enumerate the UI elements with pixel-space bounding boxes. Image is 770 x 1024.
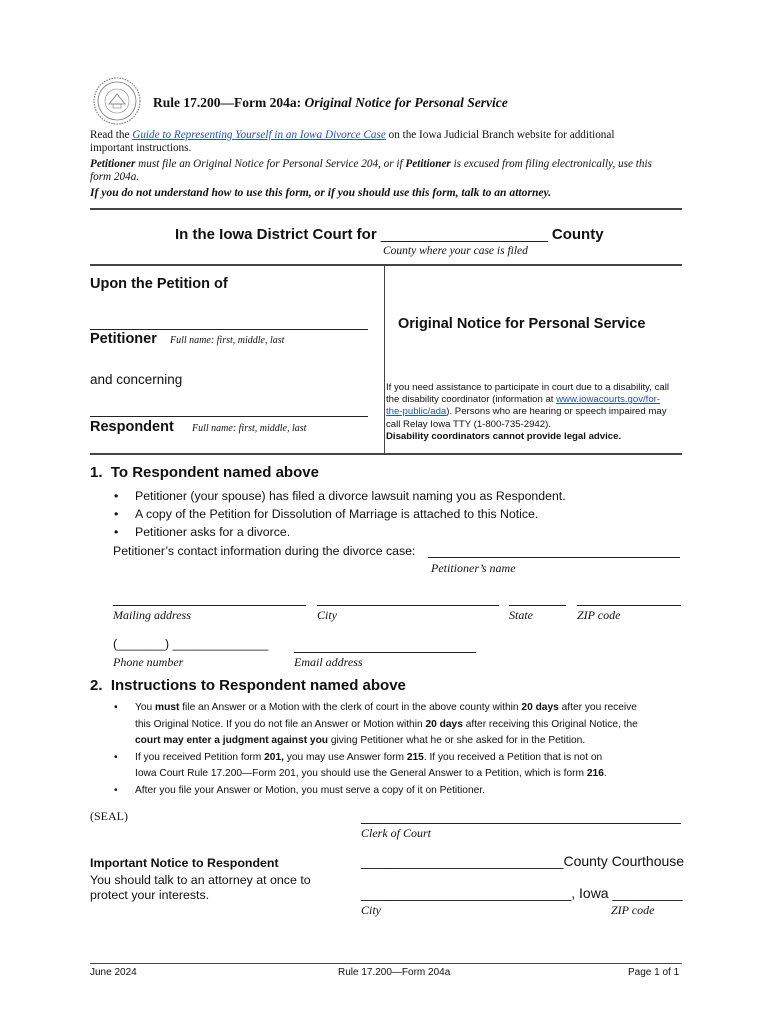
section2-bullets <box>110 700 690 799</box>
section1-bullets <box>110 487 690 541</box>
seal-text: (SEAL) <box>90 809 128 823</box>
mailing-address-line[interactable] <box>113 605 306 606</box>
b1-text-3: after you receive <box>558 702 637 713</box>
footer-divider <box>90 963 682 964</box>
petitioner-name-line[interactable] <box>90 329 368 330</box>
court-prefix: In the Iowa District Court for <box>175 226 377 243</box>
b1-text: You <box>135 702 156 713</box>
county-blank[interactable]: ____________________ <box>380 226 548 243</box>
caption-vertical-divider <box>384 265 385 453</box>
iowa-text: , Iowa <box>571 885 609 901</box>
important-notice-body <box>90 873 311 903</box>
ada-notice <box>386 382 686 443</box>
ada-line-2: the disability coordinator (information at <box>386 394 557 406</box>
upon-petition-heading: Upon the Petition of <box>90 276 228 292</box>
email-line[interactable] <box>294 652 476 653</box>
notice-title: Original Notice for Personal Service <box>398 316 646 332</box>
b1-text-2: file an Answer or a Motion with the clerk of court in the above county within <box>179 702 522 713</box>
court-line <box>175 226 604 243</box>
footer-date: June 2024 <box>90 967 137 978</box>
b2-text-2: you may use Answer form <box>283 751 407 763</box>
phone-label: Phone number <box>113 655 184 669</box>
b1-20days: 20 days <box>521 702 559 713</box>
footer-page: Page 1 of 1 <box>628 967 680 978</box>
petitioner-word-2: Petitioner <box>405 158 451 170</box>
and-concerning-text: and concerning <box>90 372 183 387</box>
b1-text-4: this Original Notice. If you do not file an Answer or Motion within <box>135 718 426 730</box>
notice-line-1: You should talk to an attorney at once to <box>90 873 311 887</box>
zip-line[interactable] <box>577 605 681 606</box>
ada-line-1: If you need assistance to participate in court due to a disability, call <box>386 382 669 393</box>
zip-label: ZIP code <box>577 608 621 622</box>
state-label: State <box>509 608 533 622</box>
pet-end-text: is excused from filing electronically, use this <box>450 158 652 170</box>
zip-blank[interactable]: _________ <box>612 885 683 901</box>
important-notice-heading: Important Notice to Respondent <box>90 856 279 870</box>
respondent-name-line[interactable] <box>90 416 368 417</box>
pet-end-text-2: form 204a. <box>90 171 140 183</box>
bottom-city-label: City <box>361 903 381 917</box>
court-suffix: County <box>551 226 604 243</box>
intro-instructions <box>90 129 690 155</box>
caption-top-divider <box>90 264 682 266</box>
b2-text-5: . <box>603 768 607 779</box>
b1-must: must <box>155 702 180 713</box>
state-line[interactable] <box>509 605 566 606</box>
petitioner-name-contact-line[interactable] <box>428 557 680 558</box>
form-title-prefix: Rule 17.200—Form 204a: <box>153 95 305 110</box>
clerk-signature-line[interactable] <box>361 823 681 824</box>
section1-heading: 1. To Respondent named above <box>90 464 319 481</box>
petitioner-instructions <box>90 158 700 184</box>
pet-mid-text: must file an Original Notice for Personal Service 204, or if <box>135 158 406 170</box>
section1-bullet: • Petitioner asks for a divorce. <box>110 523 690 541</box>
city-label: City <box>317 608 337 622</box>
phone-blank[interactable]: (_______) ______________ <box>113 637 269 651</box>
section2-heading: 2. Instructions to Respondent named above <box>90 677 406 694</box>
section2-bullet-forms <box>110 750 690 783</box>
b1-text-5: after receiving this Original Notice, the <box>462 718 638 730</box>
ada-line-3: ). Persons who are hearing or speech impaired may <box>446 406 667 418</box>
form-title-italic: Original Notice for Personal Service <box>304 95 508 110</box>
mailing-address-label: Mailing address <box>113 608 191 622</box>
respondent-hint: Full name: first, middle, last <box>192 423 307 434</box>
b2-text-3: . If you received a Petition that is not on <box>423 751 603 763</box>
section2-bullet-answer <box>110 700 690 750</box>
respondent-label: Respondent <box>90 419 174 435</box>
footer-form: Rule 17.200—Form 204a <box>338 967 451 978</box>
notice-line-2: protect your interests. <box>90 888 210 902</box>
b1-judgment: court may enter a judgment against you <box>135 735 329 746</box>
ada-line-5: Disability coordinators cannot provide legal advice. <box>386 430 622 442</box>
bottom-zip-label: ZIP code <box>611 903 655 917</box>
courthouse-blank[interactable]: __________________________ <box>361 853 564 869</box>
section1-bullet: • A copy of the Petition for Dissolution of Marriage is attached to this Notice. <box>110 505 690 523</box>
guide-link[interactable]: Guide to Representing Yourself in an Iowa Divorce Case <box>132 129 386 141</box>
b2-216: 216 <box>586 768 604 779</box>
iowa-judicial-seal <box>92 76 142 126</box>
read-the-text: Read the <box>90 129 133 141</box>
b1-text-6: giving Petitioner what he or she asked for in the Petition. <box>328 735 586 746</box>
b2-215: 215 <box>406 751 424 763</box>
form-title <box>153 95 508 111</box>
section1-bullet: • Petitioner (your spouse) has filed a divorce lawsuit naming you as Respondent. <box>110 487 690 505</box>
ada-link-2[interactable]: the-public/ada <box>386 406 447 418</box>
header-divider <box>90 208 682 210</box>
read-rest-text: on the Iowa Judicial Branch website for additional <box>385 129 615 141</box>
clerk-label: Clerk of Court <box>361 826 432 840</box>
b2-201: 201, <box>264 751 284 763</box>
b2-text-4: Iowa Court Rule 17.200—Form 201, you should use the General Answer to a Petition, which is form <box>135 768 587 779</box>
b2-text: If you received Petition form <box>135 751 265 763</box>
courthouse-text: County Courthouse <box>563 853 685 869</box>
section2-bullet-serve: • After you file your Answer or Motion, you must serve a copy of it on Petitioner. <box>110 783 690 800</box>
ada-line-4: call Relay Iowa TTY (1-800-735-2942). <box>386 418 551 430</box>
city-iowa-line <box>361 885 683 901</box>
caption-bottom-divider <box>90 453 682 455</box>
b1-20days-2: 20 days <box>425 718 463 730</box>
petitioner-hint: Full name: first, middle, last <box>170 335 285 346</box>
petitioner-name-contact-label: Petitioner’s name <box>431 561 516 575</box>
petitioner-label: Petitioner <box>90 331 157 347</box>
city-blank[interactable]: ___________________________ <box>361 885 572 901</box>
ada-link[interactable]: www.iowacourts.gov/for- <box>556 394 661 406</box>
petitioner-word: Petitioner <box>90 158 136 170</box>
contact-intro: Petitioner’s contact information during the divorce case: <box>113 544 416 558</box>
attorney-warning: If you do not understand how to use this form, or if you should use this form, talk to an attorney. <box>90 186 552 199</box>
city-line[interactable] <box>317 605 499 606</box>
county-label: County where your case is filed <box>383 245 528 257</box>
courthouse-line <box>361 853 684 869</box>
email-label: Email address <box>294 655 363 669</box>
read-rest-text-2: important instructions. <box>90 142 192 154</box>
